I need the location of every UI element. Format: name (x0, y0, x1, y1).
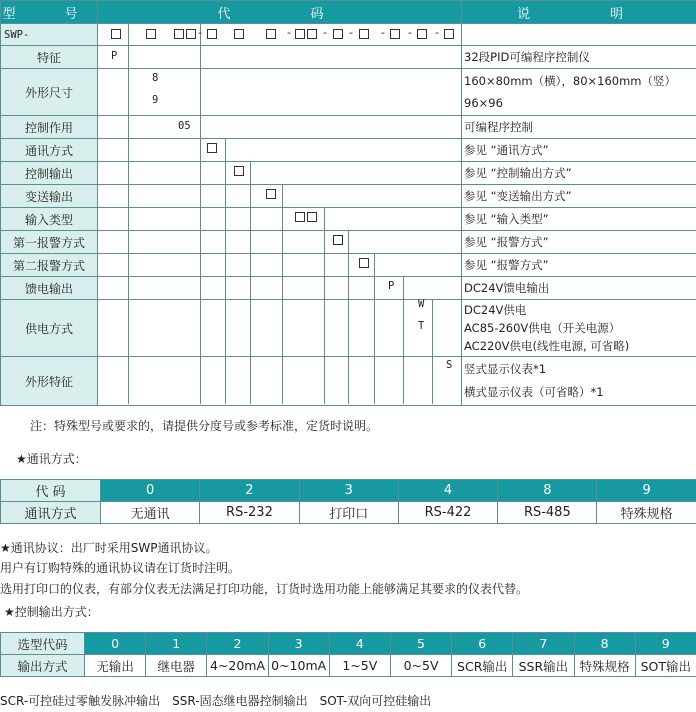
ctrl-name: SOT输出 (635, 655, 696, 677)
comm-row-label: 通讯方式 (1, 502, 101, 524)
row-label: 变送输出 (1, 185, 98, 208)
ctrl-name: SCR输出 (452, 655, 513, 677)
ctrl-code: 0 (85, 633, 146, 655)
ctrl-name: 继电器 (146, 655, 207, 677)
code-size-9: 9 (152, 94, 159, 106)
code-power-t: T (418, 320, 425, 332)
row-label: 外形尺寸 (1, 69, 98, 116)
row-desc: 160×80mm（横），80×160mm（竖） (464, 74, 676, 88)
comm-name: RS-232 (200, 502, 299, 524)
code-placeholder-row (98, 24, 462, 46)
dash-icon: - (287, 26, 291, 39)
row-desc: 横式显示仪表（可省略）*1 (464, 385, 604, 399)
row-label: 控制输出 (1, 162, 98, 185)
comm-name: 打印口 (299, 502, 398, 524)
code-shape-s: S (446, 359, 453, 371)
desc-empty (462, 24, 696, 46)
comm-name: 无通讯 (101, 502, 200, 524)
row-label: 第一报警方式 (1, 231, 98, 254)
dash-icon: - (381, 26, 385, 39)
ctrl-code: 7 (513, 633, 574, 655)
ctrl-name: 4~20mA (207, 655, 268, 677)
row-desc: DC24V供电 (464, 303, 527, 317)
row-desc: 32段PID可编程序控制仪 (462, 46, 696, 69)
printer-note: 选用打印口的仪表，有部分仪表无法满足打印功能，订货时选用功能上能够满足其要求的仪表代替。 (0, 582, 529, 596)
ctrl-section-title: ★控制输出方式： (4, 605, 99, 619)
ctrl-code: 1 (146, 633, 207, 655)
row-desc: 参见 “控制输出方式” (462, 162, 696, 185)
ctrl-table (0, 632, 696, 677)
row-label: 馈电输出 (1, 277, 98, 300)
ctrl-code: 3 (268, 633, 329, 655)
header-code: 代 码 (98, 1, 462, 24)
dash-icon: - (408, 26, 412, 39)
comm-name: RS-485 (498, 502, 597, 524)
row-desc: 参见 “输入类型” (462, 208, 696, 231)
special-note: 注：特殊型号或要求的，请提供分度号或参考标准，定货时说明。 (30, 419, 379, 433)
dash-icon: - (198, 26, 202, 39)
ctrl-name: SSR输出 (513, 655, 574, 677)
row-label: 通讯方式 (1, 139, 98, 162)
row-label: 控制作用 (1, 116, 98, 139)
header-desc: 说 明 (462, 1, 696, 24)
comm-code: 8 (498, 480, 597, 502)
dash-icon: - (349, 26, 353, 39)
comm-code: 4 (398, 480, 497, 502)
code-control: 05 (178, 120, 191, 132)
ctrl-name: 0~10mA (268, 655, 329, 677)
ctrl-row-label: 输出方式 (1, 655, 85, 677)
row-desc: 可编程序控制 (462, 116, 696, 139)
ctrl-code: 8 (574, 633, 635, 655)
dash-icon: - (435, 26, 439, 39)
row-label: 供电方式 (1, 300, 98, 357)
code-size-8: 8 (152, 72, 159, 84)
comm-custom-note: 用户有订购特殊的通讯协议请在订货时注明。 (0, 561, 241, 575)
ctrl-name: 无输出 (85, 655, 146, 677)
ctrl-code: 9 (635, 633, 696, 655)
row-label: 第二报警方式 (1, 254, 98, 277)
row-desc: 参见 “报警方式” (462, 254, 696, 277)
ctrl-code: 6 (452, 633, 513, 655)
ctrl-code: 5 (390, 633, 451, 655)
ctrl-name: 0~5V (390, 655, 451, 677)
ctrl-header-label: 选型代码 (1, 633, 85, 655)
code-feature: P (111, 50, 118, 62)
code-feed: P (388, 280, 395, 292)
row-desc: AC220V供电(线性电源, 可省略) (464, 339, 630, 353)
code-power-w: W (418, 298, 425, 310)
ctrl-code: 2 (207, 633, 268, 655)
comm-protocol-note: ★通讯协议：出厂时采用SWP通讯协议。 (0, 541, 218, 555)
comm-name: RS-422 (398, 502, 497, 524)
dash-icon: - (323, 26, 327, 39)
comm-header-label: 代 码 (1, 480, 101, 502)
row-desc: 参见 “通讯方式” (462, 139, 696, 162)
row-label: 特征 (1, 46, 98, 69)
ctrl-name: 特殊规格 (574, 655, 635, 677)
comm-name: 特殊规格 (597, 502, 696, 524)
row-desc: 参见 “报警方式” (462, 231, 696, 254)
comm-code: 0 (101, 480, 200, 502)
model-prefix: SWP- (1, 24, 98, 46)
row-label: 输入类型 (1, 208, 98, 231)
comm-code: 3 (299, 480, 398, 502)
comm-section-title: ★通讯方式： (16, 452, 87, 466)
row-label: 外形特征 (1, 357, 98, 406)
ctrl-code: 4 (329, 633, 390, 655)
comm-table (0, 479, 696, 524)
row-desc: 竖式显示仪表*1 (464, 362, 547, 376)
row-desc: DC24V馈电输出 (462, 277, 696, 300)
comm-code: 2 (200, 480, 299, 502)
header-model: 型 号 (1, 1, 98, 24)
row-desc: AC85-260V供电（开关电源） (464, 321, 621, 335)
ctrl-legend: SCR-可控硅过零触发脉冲输出 SSR-固态继电器控制输出 SOT-双向可控硅输出 (0, 694, 432, 708)
ctrl-name: 1~5V (329, 655, 390, 677)
row-desc: 参见 “变送输出方式” (462, 185, 696, 208)
comm-code: 9 (597, 480, 696, 502)
row-desc: 96×96 (464, 96, 503, 110)
